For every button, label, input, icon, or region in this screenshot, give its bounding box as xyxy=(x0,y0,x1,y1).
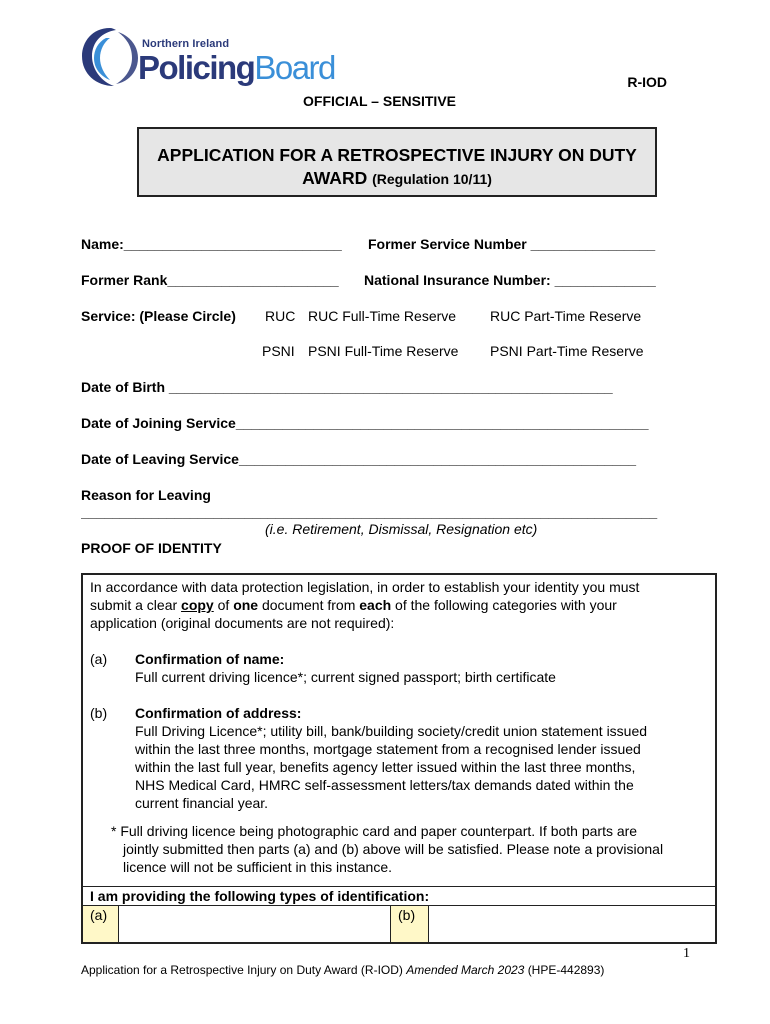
service-option-psni[interactable]: PSNI xyxy=(262,343,295,359)
proof-of-identity-box xyxy=(81,573,717,944)
identification-a-input[interactable] xyxy=(119,906,391,942)
category-a: Confirmation of name: Full current driving licence*; current signed passport; birth certificate xyxy=(135,651,556,685)
classification-label: OFFICIAL – SENSITIVE xyxy=(303,93,456,109)
category-b: Confirmation of address: Full Driving Licence*; utility bill, bank/building society/credit union statement issued within the last three months, mortgage statement from a recognised lender issued within the last full year, benefits agency letter issued within the last three months, NHS Medical Card, HMRC self-assessment letters/tax demands dated within the current financial year. xyxy=(135,705,648,811)
date-of-birth-field[interactable]: Date of Birth _________________________________________________________ xyxy=(81,379,613,395)
date-of-joining-field[interactable]: Date of Joining Service_____________________________________________________ xyxy=(81,415,649,431)
service-option-ruc-ft-reserve[interactable]: RUC Full-Time Reserve xyxy=(308,308,457,324)
regulation-label: (Regulation 10/11) xyxy=(372,171,492,187)
service-number-field[interactable]: Former Service Number ________________ xyxy=(368,236,656,252)
footer-text: Application for a Retrospective Injury on Duty Award (R-IOD) Amended March 2023 (HPE-442893) xyxy=(81,963,605,977)
providing-label: I am providing the following types of identification: xyxy=(90,888,430,904)
logo-subtitle: Northern Ireland xyxy=(142,38,230,50)
policing-board-logo xyxy=(80,24,335,90)
cell-b-label: (b) xyxy=(391,906,429,942)
proof-intro: In accordance with data protection legislation, in order to establish your identity you must submit a clear copy of one document from each of the following categories with your application (original documents are not required): xyxy=(90,579,640,631)
service-option-psni-pt-reserve[interactable]: PSNI Part-Time Reserve xyxy=(490,343,644,359)
reason-for-leaving-field[interactable]: __________________________________________________________________________ xyxy=(81,504,658,520)
driving-licence-note: * Full driving licence being photographic card and paper counterpart. If both parts are jointly submitted then parts (a) and (b) above will be satisfied. Please note a provisional licence will not be sufficient in this instance. xyxy=(111,823,664,875)
logo-wordmark: PolicingBoard xyxy=(138,49,335,86)
identification-b-input[interactable] xyxy=(429,906,715,942)
form-code: R-IOD xyxy=(627,74,667,90)
ni-number-field[interactable]: National Insurance Number: _____________ xyxy=(364,272,656,288)
page-number: 1 xyxy=(683,946,690,961)
service-label: Service: (Please Circle) xyxy=(81,308,236,324)
identification-cells xyxy=(83,906,715,942)
title-box xyxy=(137,127,657,197)
name-field[interactable]: Name:____________________________ xyxy=(81,236,342,252)
reason-for-leaving-label: Reason for Leaving xyxy=(81,487,211,503)
proof-heading: PROOF OF IDENTITY xyxy=(81,540,222,556)
cell-a-label: (a) xyxy=(83,906,119,942)
service-option-ruc-pt-reserve[interactable]: RUC Part-Time Reserve xyxy=(490,308,642,324)
former-rank-field[interactable]: Former Rank______________________ xyxy=(81,272,339,288)
title-line-2: AWARD (Regulation 10/11) xyxy=(302,168,492,188)
title-line-1: APPLICATION FOR A RETROSPECTIVE INJURY ON DUTY xyxy=(157,145,637,165)
reason-hint: (i.e. Retirement, Dismissal, Resignation etc) xyxy=(265,521,538,537)
category-b-label: (b) xyxy=(90,705,108,721)
service-option-ruc[interactable]: RUC xyxy=(265,308,296,324)
logo-swoosh-icon xyxy=(80,24,140,88)
service-option-psni-ft-reserve[interactable]: PSNI Full-Time Reserve xyxy=(308,343,459,359)
date-of-leaving-field[interactable]: Date of Leaving Service___________________________________________________ xyxy=(81,451,637,467)
category-a-label: (a) xyxy=(90,651,108,667)
